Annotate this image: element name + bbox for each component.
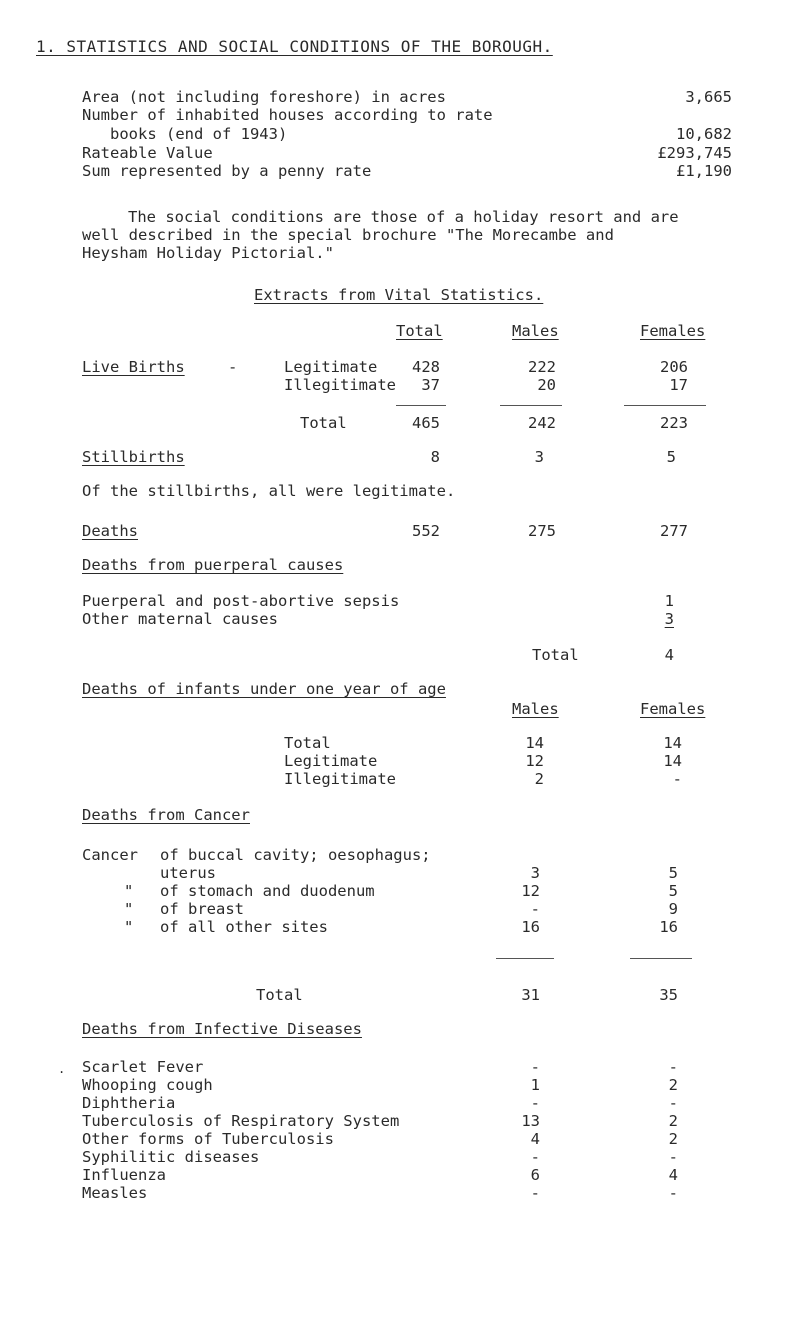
divider bbox=[396, 405, 446, 406]
cell-females: 223 bbox=[660, 414, 688, 432]
row-label: Illegitimate bbox=[284, 376, 396, 394]
cancer-title: Deaths from Cancer bbox=[82, 806, 250, 824]
cell-females: 5 bbox=[668, 882, 678, 900]
cell-females: 206 bbox=[660, 358, 688, 376]
cell-females: 16 bbox=[659, 918, 678, 936]
paragraph-line: The social conditions are those of a holiday resort and are bbox=[128, 208, 679, 226]
cell-males: - bbox=[530, 1058, 540, 1076]
row-label: Other maternal causes bbox=[82, 610, 278, 628]
vital-statistics-title: Extracts from Vital Statistics. bbox=[254, 286, 544, 304]
divider bbox=[500, 405, 562, 406]
infants-title: Deaths of infants under one year of age bbox=[82, 680, 446, 698]
cell-males: 222 bbox=[528, 358, 556, 376]
cell-total: 37 bbox=[421, 376, 440, 394]
row-label: of all other sites bbox=[160, 918, 328, 936]
total-label: Total bbox=[256, 986, 303, 1004]
row-label: Puerperal and post-abortive sepsis bbox=[82, 592, 400, 610]
cell-males: 3 bbox=[534, 448, 544, 466]
cell-females: 14 bbox=[663, 752, 682, 770]
cell-females: - bbox=[672, 770, 682, 788]
cell-females: 5 bbox=[666, 448, 676, 466]
divider bbox=[496, 958, 554, 959]
cell-males: - bbox=[530, 1184, 540, 1202]
cell-males: 275 bbox=[528, 522, 556, 540]
row-label: Syphilitic diseases bbox=[82, 1148, 260, 1166]
header-males: Males bbox=[512, 700, 559, 718]
penny-rate-label: Sum represented by a penny rate bbox=[82, 162, 372, 180]
header-males: Males bbox=[512, 322, 559, 340]
rateable-value: £293,745 bbox=[657, 144, 732, 162]
cell-females: 17 bbox=[669, 376, 688, 394]
rateable-label: Rateable Value bbox=[82, 144, 213, 162]
row-label: Legitimate bbox=[284, 358, 378, 376]
cell-males: 16 bbox=[521, 918, 540, 936]
ditto-mark: " bbox=[124, 900, 134, 918]
cell-females: 2 bbox=[668, 1130, 678, 1148]
cell-males: 1 bbox=[530, 1076, 540, 1094]
row-label: Diphtheria bbox=[82, 1094, 176, 1112]
cell-total: 4 bbox=[664, 646, 674, 664]
cell-males: 6 bbox=[530, 1166, 540, 1184]
cell-males: 12 bbox=[525, 752, 544, 770]
cell-value: 3 bbox=[664, 610, 674, 628]
cancer-prefix: Cancer bbox=[82, 846, 138, 864]
row-label: of stomach and duodenum bbox=[160, 882, 375, 900]
row-label: Influenza bbox=[82, 1166, 166, 1184]
cell-males: 2 bbox=[534, 770, 544, 788]
cell-females: 277 bbox=[660, 522, 688, 540]
cell-males: 20 bbox=[537, 376, 556, 394]
puerperal-title: Deaths from puerperal causes bbox=[82, 556, 344, 574]
row-label: of buccal cavity; oesophagus; bbox=[160, 846, 431, 864]
stillbirths-label: Stillbirths bbox=[82, 448, 185, 466]
paragraph-line: Heysham Holiday Pictorial." bbox=[82, 244, 334, 262]
cell-males: 14 bbox=[525, 734, 544, 752]
row-label: Total bbox=[300, 414, 347, 432]
cell-total: 552 bbox=[412, 522, 440, 540]
header-females: Females bbox=[640, 700, 706, 718]
header-total: Total bbox=[396, 322, 443, 340]
cell-males: 4 bbox=[530, 1130, 540, 1148]
cell-females: - bbox=[668, 1058, 678, 1076]
houses-label: Number of inhabited houses according to rate bbox=[82, 106, 493, 124]
cell-males: - bbox=[530, 1094, 540, 1112]
row-label: Measles bbox=[82, 1184, 148, 1202]
cell-males: 242 bbox=[528, 414, 556, 432]
area-label: Area (not including foreshore) in acres bbox=[82, 88, 446, 106]
header-females: Females bbox=[640, 322, 706, 340]
row-label-cont: uterus bbox=[160, 864, 216, 882]
row-label: Tuberculosis of Respiratory System bbox=[82, 1112, 400, 1130]
total-label: Total bbox=[532, 646, 579, 664]
houses-label-cont: books (end of 1943) bbox=[110, 125, 288, 143]
cell-males: - bbox=[530, 900, 540, 918]
cell-value: 1 bbox=[664, 592, 674, 610]
cell-females: - bbox=[668, 1094, 678, 1112]
divider bbox=[624, 405, 706, 406]
penny-rate-value: £1,190 bbox=[676, 162, 732, 180]
row-label: Illegitimate bbox=[284, 770, 396, 788]
cell-females: 5 bbox=[668, 864, 678, 882]
bullet-mark: . bbox=[58, 1062, 66, 1076]
row-label: Legitimate bbox=[284, 752, 378, 770]
ditto-mark: " bbox=[124, 882, 134, 900]
cell-females: 2 bbox=[668, 1112, 678, 1130]
stillbirth-note: Of the stillbirths, all were legitimate. bbox=[82, 482, 456, 500]
cell-females: 2 bbox=[668, 1076, 678, 1094]
row-label: Total bbox=[284, 734, 331, 752]
cell-females: 14 bbox=[663, 734, 682, 752]
cell-total: 465 bbox=[412, 414, 440, 432]
cell-total: 8 bbox=[430, 448, 440, 466]
cell-females: 4 bbox=[668, 1166, 678, 1184]
row-label: Scarlet Fever bbox=[82, 1058, 204, 1076]
cell-females: - bbox=[668, 1148, 678, 1166]
infective-title: Deaths from Infective Diseases bbox=[82, 1020, 362, 1038]
cell-males: 31 bbox=[521, 986, 540, 1004]
cell-males: - bbox=[530, 1148, 540, 1166]
page-heading: 1. STATISTICS AND SOCIAL CONDITIONS OF THE BOROUGH. bbox=[36, 37, 553, 56]
houses-value: 10,682 bbox=[676, 125, 732, 143]
row-label: of breast bbox=[160, 900, 244, 918]
cell-males: 12 bbox=[521, 882, 540, 900]
cell-total: 428 bbox=[412, 358, 440, 376]
live-births-dash: - bbox=[228, 358, 238, 376]
cell-males: 13 bbox=[521, 1112, 540, 1130]
cell-females: 35 bbox=[659, 986, 678, 1004]
cell-females: 9 bbox=[668, 900, 678, 918]
divider bbox=[630, 958, 692, 959]
cell-females: - bbox=[668, 1184, 678, 1202]
live-births-label: Live Births bbox=[82, 358, 185, 376]
cell-males: 3 bbox=[530, 864, 540, 882]
area-value: 3,665 bbox=[685, 88, 732, 106]
row-label: Whooping cough bbox=[82, 1076, 213, 1094]
deaths-label: Deaths bbox=[82, 522, 138, 540]
ditto-mark: " bbox=[124, 918, 134, 936]
row-label: Other forms of Tuberculosis bbox=[82, 1130, 334, 1148]
paragraph-line: well described in the special brochure "The Morecambe and bbox=[82, 226, 614, 244]
